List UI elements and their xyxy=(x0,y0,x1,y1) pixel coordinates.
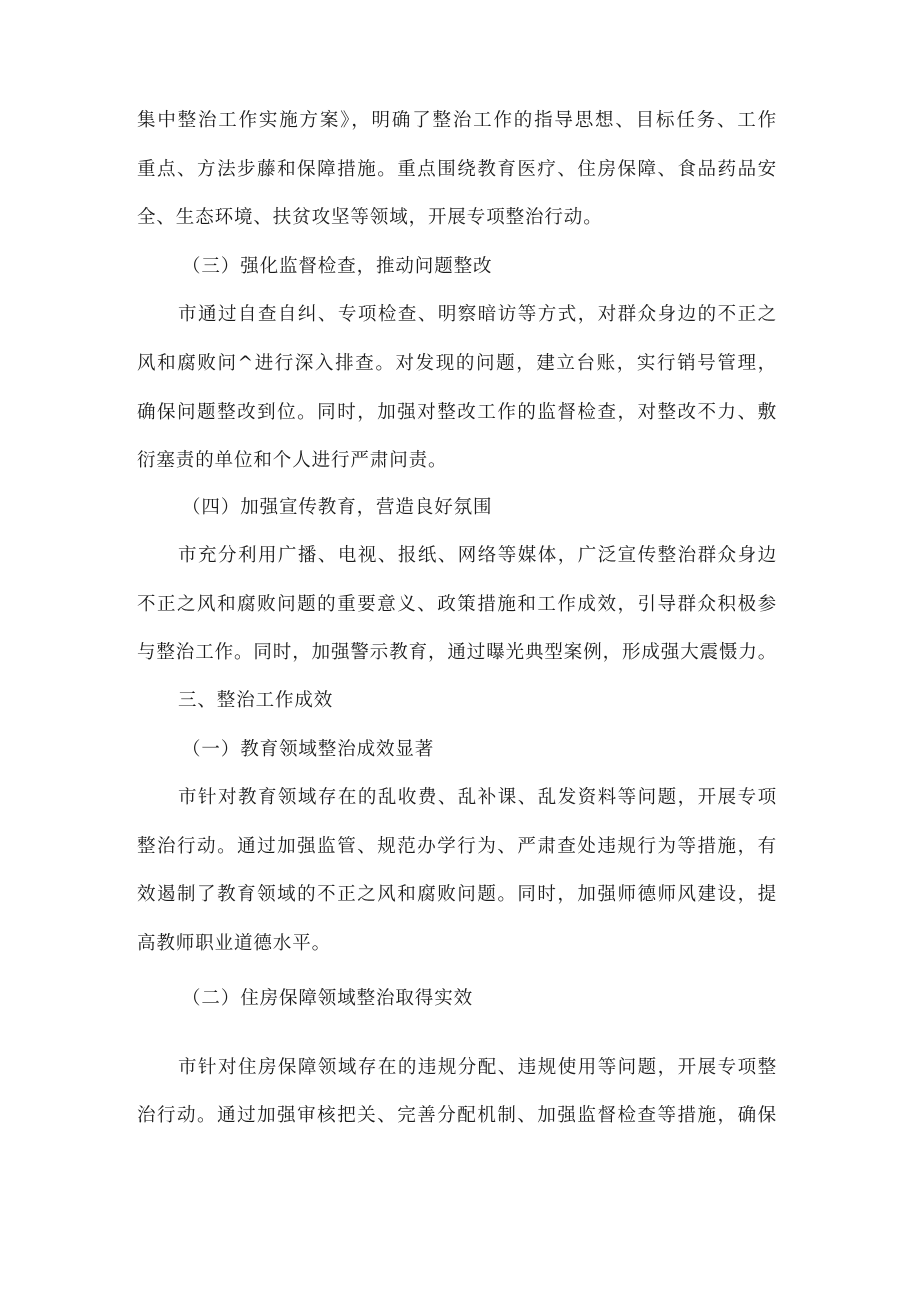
paragraph-line: 整治行动。通过加强监管、规范办学行为、严肃查处违规行为等措施，有 xyxy=(137,836,777,857)
section-heading: （四）加强宣传教育，营造良好氛围 xyxy=(182,497,493,518)
paragraph-line: 重点、方法步藤和保障措施。重点围绕教育医疗、住房保障、食品药品安 xyxy=(137,159,777,180)
paragraph-line: 市针对教育领域存在的乱收费、乱补课、乱发资料等问题，开展专项 xyxy=(178,787,777,808)
paragraph-line: 衍塞责的单位和个人进行严肃问责。 xyxy=(137,450,448,471)
paragraph-line: 不正之风和腐败问题的重要意义、政策措施和工作成效，引导群众积极参 xyxy=(137,594,777,615)
section-heading: （二）住房保障领域整治取得实效 xyxy=(182,988,474,1009)
paragraph-line: 与整治工作。同时，加强警示教育，通过曝光典型案例，形成强大震慑力。 xyxy=(137,642,777,663)
paragraph-line: 高教师职业道德水平。 xyxy=(137,933,332,954)
chapter-heading: 三、整治工作成效 xyxy=(178,690,334,711)
paragraph-line: 风和腐败问^进行深入排查。对发现的问题，建立台账，实行销号管理， xyxy=(137,353,777,374)
paragraph-line: 市充分利用广播、电视、报纸、网络等媒体，广泛宣传整治群众身边 xyxy=(178,545,777,566)
paragraph-line: 市通过自查自纠、专项检查、明察暗访等方式，对群众身边的不正之 xyxy=(178,304,777,325)
paragraph-line: 效遏制了教育领域的不正之风和腐败问题。同时，加强师德师风建设，提 xyxy=(137,884,777,905)
section-heading: （三）强化监督检查，推动问题整改 xyxy=(182,256,493,277)
paragraph-line: 市针对住房保障领域存在的违规分配、违规使用等问题，开展专项整 xyxy=(178,1057,777,1078)
section-heading: （一）教育领域整治成效显著 xyxy=(182,739,435,760)
paragraph-line: 全、生态环境、扶贫攻坚等领域，开展专项整治行动。 xyxy=(137,207,603,228)
paragraph-line: 确保问题整改到位。同时，加强对整改工作的监督检查，对整改不力、敷 xyxy=(137,402,777,423)
paragraph-line: 治行动。通过加强审核把关、完善分配机制、加强监督检查等措施，确保 xyxy=(137,1105,777,1126)
paragraph-line: 集中整治工作实施方案》，明确了整治工作的指导思想、目标任务、工作 xyxy=(137,110,777,131)
